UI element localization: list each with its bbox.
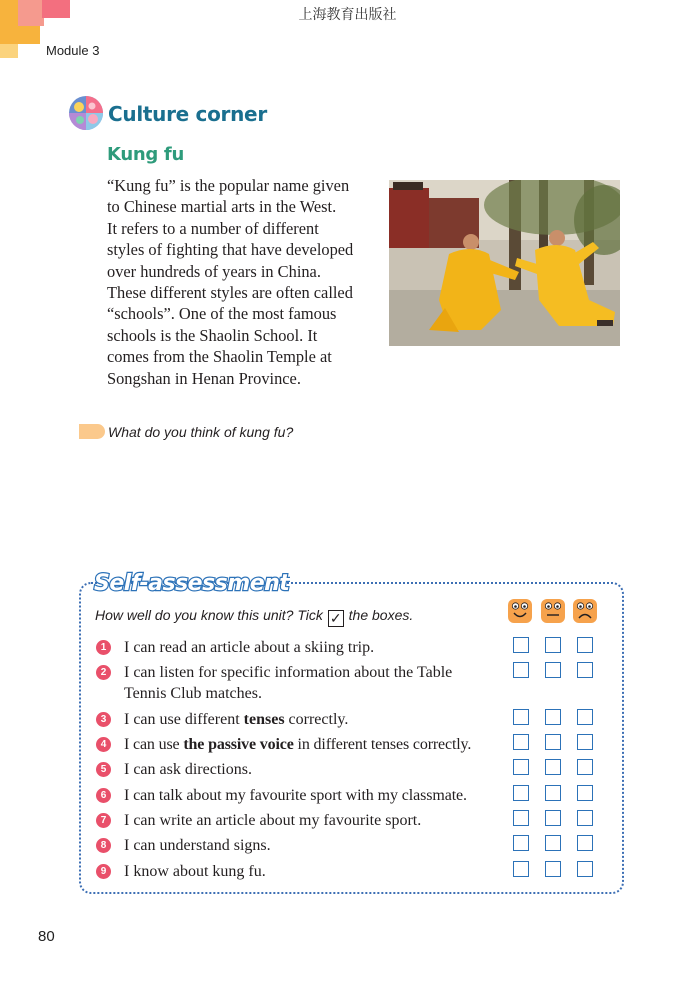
prompt-text-before: How well do you know this unit? Tick bbox=[95, 607, 323, 623]
article-line: to Chinese martial arts in the West. bbox=[107, 197, 337, 217]
article-line: styles of fighting that have developed bbox=[107, 240, 354, 260]
checkbox-poor[interactable] bbox=[577, 835, 593, 851]
checkbox-ok[interactable] bbox=[545, 709, 561, 725]
item-text: I can read an article about a skiing trip. bbox=[124, 639, 375, 656]
item-number: 7 bbox=[96, 813, 111, 828]
item-number: 3 bbox=[96, 712, 111, 727]
checkbox-good[interactable] bbox=[513, 759, 529, 775]
checkbox-poor[interactable] bbox=[577, 709, 593, 725]
checkbox-ok[interactable] bbox=[545, 662, 561, 678]
article-line: over hundreds of years in China. bbox=[107, 261, 321, 281]
self-assessment-title-text: Self-assessment bbox=[94, 571, 290, 596]
checkbox-poor[interactable] bbox=[577, 861, 593, 877]
item-number: 4 bbox=[96, 737, 111, 752]
prompt-text-after: the boxes. bbox=[348, 607, 414, 623]
item-text: I can use the passive voice in different tenses correctly. bbox=[124, 736, 472, 753]
article-title: Kung fu bbox=[107, 144, 184, 165]
item-number: 2 bbox=[96, 665, 111, 680]
checkbox-ok[interactable] bbox=[545, 785, 561, 801]
checkbox-poor[interactable] bbox=[577, 734, 593, 750]
neutral-face-icon bbox=[540, 598, 566, 624]
checkbox-ok[interactable] bbox=[545, 861, 561, 877]
checkbox-good[interactable] bbox=[513, 709, 529, 725]
discussion-question: What do you think of kung fu? bbox=[108, 424, 294, 440]
article-line: comes from the Shaolin Temple at bbox=[107, 347, 332, 367]
kung-fu-monks-photo bbox=[389, 180, 620, 346]
article-line: schools is the Shaolin School. It bbox=[107, 325, 318, 345]
item-text: I can understand signs. bbox=[124, 837, 271, 854]
checkbox-good[interactable] bbox=[513, 734, 529, 750]
item-text: I can talk about my favourite sport with my classmate. bbox=[124, 787, 467, 804]
checkbox-poor[interactable] bbox=[577, 810, 593, 826]
globe-icon bbox=[68, 95, 104, 131]
checkbox-good[interactable] bbox=[513, 662, 529, 678]
article-line: These different styles are often called bbox=[107, 283, 353, 303]
checkbox-good[interactable] bbox=[513, 637, 529, 653]
item-text: I know about kung fu. bbox=[124, 863, 266, 880]
checkbox-poor[interactable] bbox=[577, 759, 593, 775]
happy-face-icon bbox=[507, 598, 533, 624]
article-line: “Kung fu” is the popular name given bbox=[107, 176, 350, 195]
checkbox-good[interactable] bbox=[513, 785, 529, 801]
item-text: I can listen for specific information about the Table bbox=[124, 664, 453, 681]
item-text: I can use different tenses correctly. bbox=[124, 711, 349, 728]
item-number: 5 bbox=[96, 762, 111, 777]
checkbox-ok[interactable] bbox=[545, 734, 561, 750]
article-line: Songshan in Henan Province. bbox=[107, 368, 301, 388]
article-line: “schools”. One of the most famous bbox=[107, 304, 337, 324]
article-body bbox=[107, 175, 379, 389]
question-marker bbox=[79, 424, 105, 439]
item-number: 1 bbox=[96, 640, 111, 655]
item-number: 8 bbox=[96, 838, 111, 853]
section-title: Culture corner bbox=[108, 102, 267, 126]
checkbox-ok[interactable] bbox=[545, 810, 561, 826]
checkbox-ok[interactable] bbox=[545, 759, 561, 775]
checkbox-poor[interactable] bbox=[577, 662, 593, 678]
item-text: I can ask directions. bbox=[124, 761, 252, 778]
page-number: 80 bbox=[38, 928, 55, 945]
self-assessment-title bbox=[90, 562, 290, 602]
module-label: Module 3 bbox=[46, 43, 100, 58]
item-text-continued: Tennis Club matches. bbox=[124, 685, 262, 702]
article-line: It refers to a number of different bbox=[107, 218, 319, 238]
checkbox-poor[interactable] bbox=[577, 637, 593, 653]
publisher-name: 上海教育出版社 bbox=[298, 7, 397, 23]
checkbox-good[interactable] bbox=[513, 835, 529, 851]
checkbox-good[interactable] bbox=[513, 861, 529, 877]
checkbox-poor[interactable] bbox=[577, 785, 593, 801]
item-text: I can write an article about my favourite sport. bbox=[124, 812, 422, 829]
checkbox-ok[interactable] bbox=[545, 835, 561, 851]
sad-face-icon bbox=[572, 598, 598, 624]
self-assessment-prompt bbox=[95, 607, 413, 627]
tick-example-box: ✓ bbox=[328, 610, 344, 627]
item-number: 9 bbox=[96, 864, 111, 879]
checkbox-good[interactable] bbox=[513, 810, 529, 826]
item-number: 6 bbox=[96, 788, 111, 803]
checkbox-ok[interactable] bbox=[545, 637, 561, 653]
